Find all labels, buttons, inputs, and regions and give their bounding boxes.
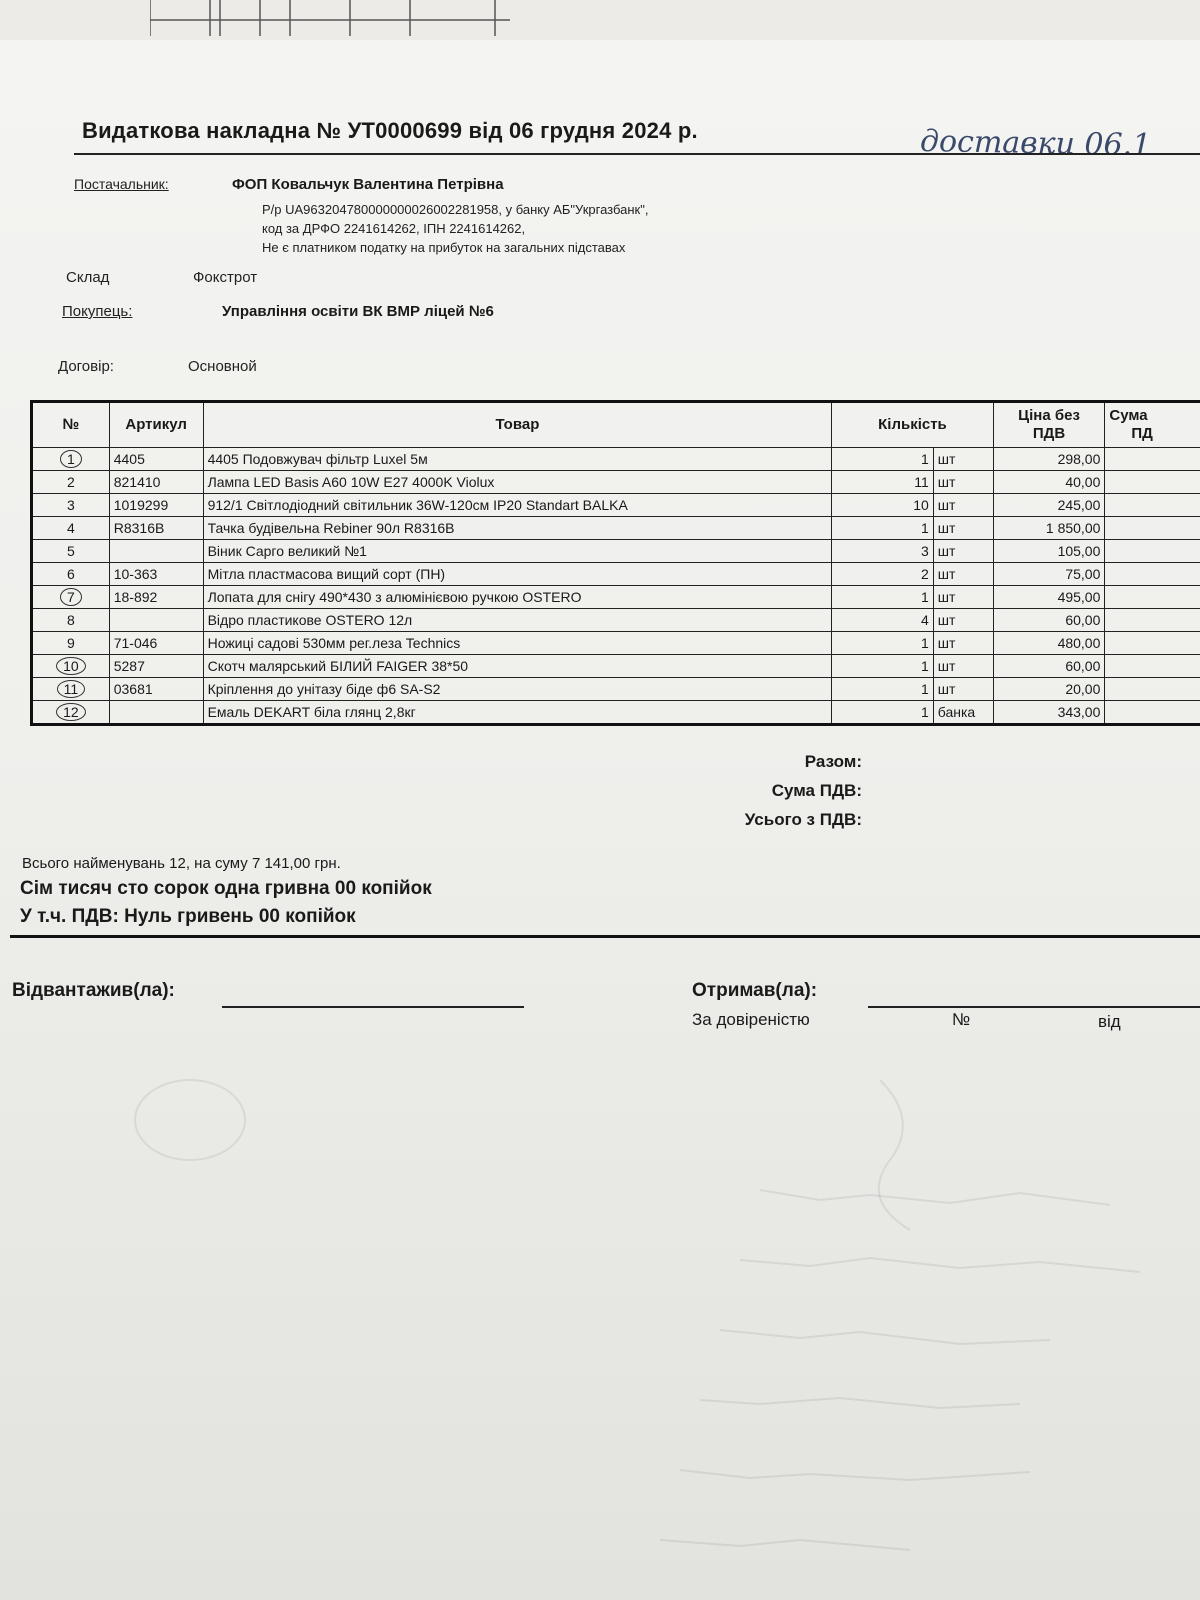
row-sum [1105, 678, 1200, 701]
circled-row-number: 1 [60, 450, 82, 468]
row-quantity: 4 [832, 609, 934, 632]
contract-label: Договір: [58, 358, 114, 375]
header-sum-line1: Сума [1109, 407, 1148, 424]
received-signature-line [868, 1006, 1200, 1008]
summary-vat-words: У т.ч. ПДВ: Нуль гривень 00 копійок [20, 906, 356, 927]
header-price-line2: ПДВ [1032, 425, 1066, 442]
row-sku: 10-363 [109, 563, 203, 586]
row-unit: шт [933, 632, 993, 655]
row-number: 5 [32, 540, 110, 563]
row-unit: шт [933, 563, 993, 586]
row-number: 2 [32, 471, 110, 494]
row-quantity: 2 [832, 563, 934, 586]
row-product-name: Лампа LED Basis A60 10W E27 4000K Violux [203, 471, 832, 494]
table-row [32, 655, 1200, 678]
vat-label: Сума ПДВ: [771, 781, 862, 800]
row-unit: шт [933, 655, 993, 678]
header-price [993, 402, 1105, 448]
table-row [32, 471, 1200, 494]
row-product-name: Емаль DEKART біла глянц 2,8кг [203, 701, 832, 725]
table-row [32, 586, 1200, 609]
proxy-label: За довіреністю [692, 1010, 810, 1029]
row-product-name: 912/1 Світлодіодний світильник 36W-120см IP20 Standart BALKA [203, 494, 832, 517]
received-by-label: Отримав(ла): [692, 980, 818, 1001]
supplier-account: Р/р UA963204780000000026002281958, у банку АБ"Укргазбанк", [262, 202, 649, 217]
row-price: 105,00 [993, 540, 1105, 563]
header-sum [1105, 402, 1200, 448]
table-header-row [32, 402, 1200, 448]
row-sku: 18-892 [109, 586, 203, 609]
row-number: 8 [32, 609, 110, 632]
table-row [32, 678, 1200, 701]
row-number [32, 701, 110, 725]
subtotal-label: Разом: [804, 752, 862, 771]
row-number [32, 678, 110, 701]
row-unit: шт [933, 448, 993, 471]
row-sku: 03681 [109, 678, 203, 701]
row-sum [1105, 632, 1200, 655]
table-row [32, 448, 1200, 471]
proxy-number-label: № [952, 1010, 971, 1029]
row-product-name: Ножиці садові 530мм рег.леза Technics [203, 632, 832, 655]
row-number: 6 [32, 563, 110, 586]
table-row [32, 563, 1200, 586]
row-price: 60,00 [993, 655, 1105, 678]
row-price: 40,00 [993, 471, 1105, 494]
row-quantity: 3 [832, 540, 934, 563]
row-sku: R8316B [109, 517, 203, 540]
row-unit: банка [933, 701, 993, 725]
row-sku [109, 701, 203, 725]
title-divider [74, 153, 1200, 155]
row-sum [1105, 517, 1200, 540]
row-sku [109, 609, 203, 632]
row-number: 3 [32, 494, 110, 517]
header-sku: Артикул [109, 402, 203, 448]
table-row [32, 609, 1200, 632]
circled-row-number: 11 [57, 680, 86, 698]
supplier-name: ФОП Ковальчук Валентина Петрівна [232, 176, 504, 193]
row-sum [1105, 563, 1200, 586]
row-unit: шт [933, 494, 993, 517]
row-price: 298,00 [993, 448, 1105, 471]
row-sum [1105, 471, 1200, 494]
row-unit: шт [933, 540, 993, 563]
row-number [32, 586, 110, 609]
row-quantity: 1 [832, 701, 934, 725]
circled-row-number: 7 [60, 588, 82, 606]
row-unit: шт [933, 678, 993, 701]
table-row [32, 517, 1200, 540]
header-product: Товар [203, 402, 832, 448]
row-sku [109, 540, 203, 563]
row-quantity: 1 [832, 655, 934, 678]
row-sum [1105, 494, 1200, 517]
row-product-name: Кріплення до унітазу біде ф6 SA-S2 [203, 678, 832, 701]
table-row [32, 540, 1200, 563]
table-row [32, 494, 1200, 517]
row-sum [1105, 701, 1200, 725]
row-number [32, 655, 110, 678]
row-product-name: Мітла пластмасова вищий сорт (ПН) [203, 563, 832, 586]
shipped-by-label: Відвантажив(ла): [12, 980, 175, 1001]
header-quantity: Кількість [832, 402, 993, 448]
row-price: 495,00 [993, 586, 1105, 609]
grand-total-label: Усього з ПДВ: [744, 810, 862, 829]
items-table [30, 400, 1200, 726]
row-sum [1105, 655, 1200, 678]
row-number [32, 448, 110, 471]
row-quantity: 1 [832, 632, 934, 655]
summary-divider [10, 935, 1200, 938]
row-product-name: Віник Сарго великий №1 [203, 540, 832, 563]
bleed-through-scribbles [120, 1070, 1200, 1590]
row-quantity: 1 [832, 448, 934, 471]
warehouse-value: Фокстрот [193, 269, 258, 286]
row-product-name: 4405 Подовжувач фільтр Luxel 5м [203, 448, 832, 471]
row-sum [1105, 448, 1200, 471]
circled-row-number: 10 [56, 657, 86, 675]
row-unit: шт [933, 586, 993, 609]
invoice-title: Видаткова накладна № УТ0000699 від 06 грудня 2024 р. [82, 118, 698, 143]
invoice-sheet [0, 40, 1200, 1600]
summary-count: Всього найменувань 12, на суму 7 141,00 грн. [22, 855, 341, 872]
contract-value: Основной [188, 358, 257, 375]
underlying-grid-lines [150, 0, 510, 36]
row-number: 9 [32, 632, 110, 655]
row-sum [1105, 540, 1200, 563]
row-sku: 71-046 [109, 632, 203, 655]
row-price: 60,00 [993, 609, 1105, 632]
row-unit: шт [933, 609, 993, 632]
header-no: № [32, 402, 110, 448]
row-product-name: Відро пластикове OSTERO 12л [203, 609, 832, 632]
row-product-name: Тачка будівельна Rebiner 90л R8316B [203, 517, 832, 540]
row-quantity: 10 [832, 494, 934, 517]
header-sum-line2: ПД [1131, 425, 1153, 442]
header-price-line1: Ціна без [1018, 407, 1080, 424]
proxy-date-label: від [1098, 1012, 1121, 1031]
row-price: 343,00 [993, 701, 1105, 725]
row-price: 480,00 [993, 632, 1105, 655]
row-unit: шт [933, 517, 993, 540]
shipped-signature-line [222, 1006, 524, 1008]
supplier-codes: код за ДРФО 2241614262, ІПН 2241614262, [262, 221, 526, 236]
row-sku: 5287 [109, 655, 203, 678]
row-quantity: 1 [832, 517, 934, 540]
row-product-name: Лопата для снігу 490*430 з алюмінієвою ручкою OSTERO [203, 586, 832, 609]
row-unit: шт [933, 471, 993, 494]
warehouse-label: Склад [66, 269, 110, 286]
supplier-tax-note: Не є платником податку на прибуток на загальних підставах [262, 240, 626, 255]
row-quantity: 1 [832, 678, 934, 701]
table-row [32, 701, 1200, 725]
row-sku: 4405 [109, 448, 203, 471]
row-price: 75,00 [993, 563, 1105, 586]
buyer-label: Покупець: [62, 303, 133, 320]
row-sum [1105, 586, 1200, 609]
row-product-name: Скотч малярський БІЛИЙ FAIGER 38*50 [203, 655, 832, 678]
row-number: 4 [32, 517, 110, 540]
row-price: 245,00 [993, 494, 1105, 517]
row-price: 1 850,00 [993, 517, 1105, 540]
supplier-label: Постачальник: [74, 176, 169, 192]
handwritten-note: доставки 06.1 [919, 123, 1152, 164]
buyer-value: Управління освіти ВК ВМР ліцей №6 [222, 303, 494, 320]
row-sku: 1019299 [109, 494, 203, 517]
row-quantity: 1 [832, 586, 934, 609]
table-body [32, 448, 1200, 725]
row-price: 20,00 [993, 678, 1105, 701]
table-row [32, 632, 1200, 655]
row-sum [1105, 609, 1200, 632]
summary-amount-words: Сім тисяч сто сорок одна гривна 00 копійок [20, 878, 432, 899]
row-sku: 821410 [109, 471, 203, 494]
row-quantity: 11 [832, 471, 934, 494]
circled-row-number: 12 [56, 703, 86, 721]
